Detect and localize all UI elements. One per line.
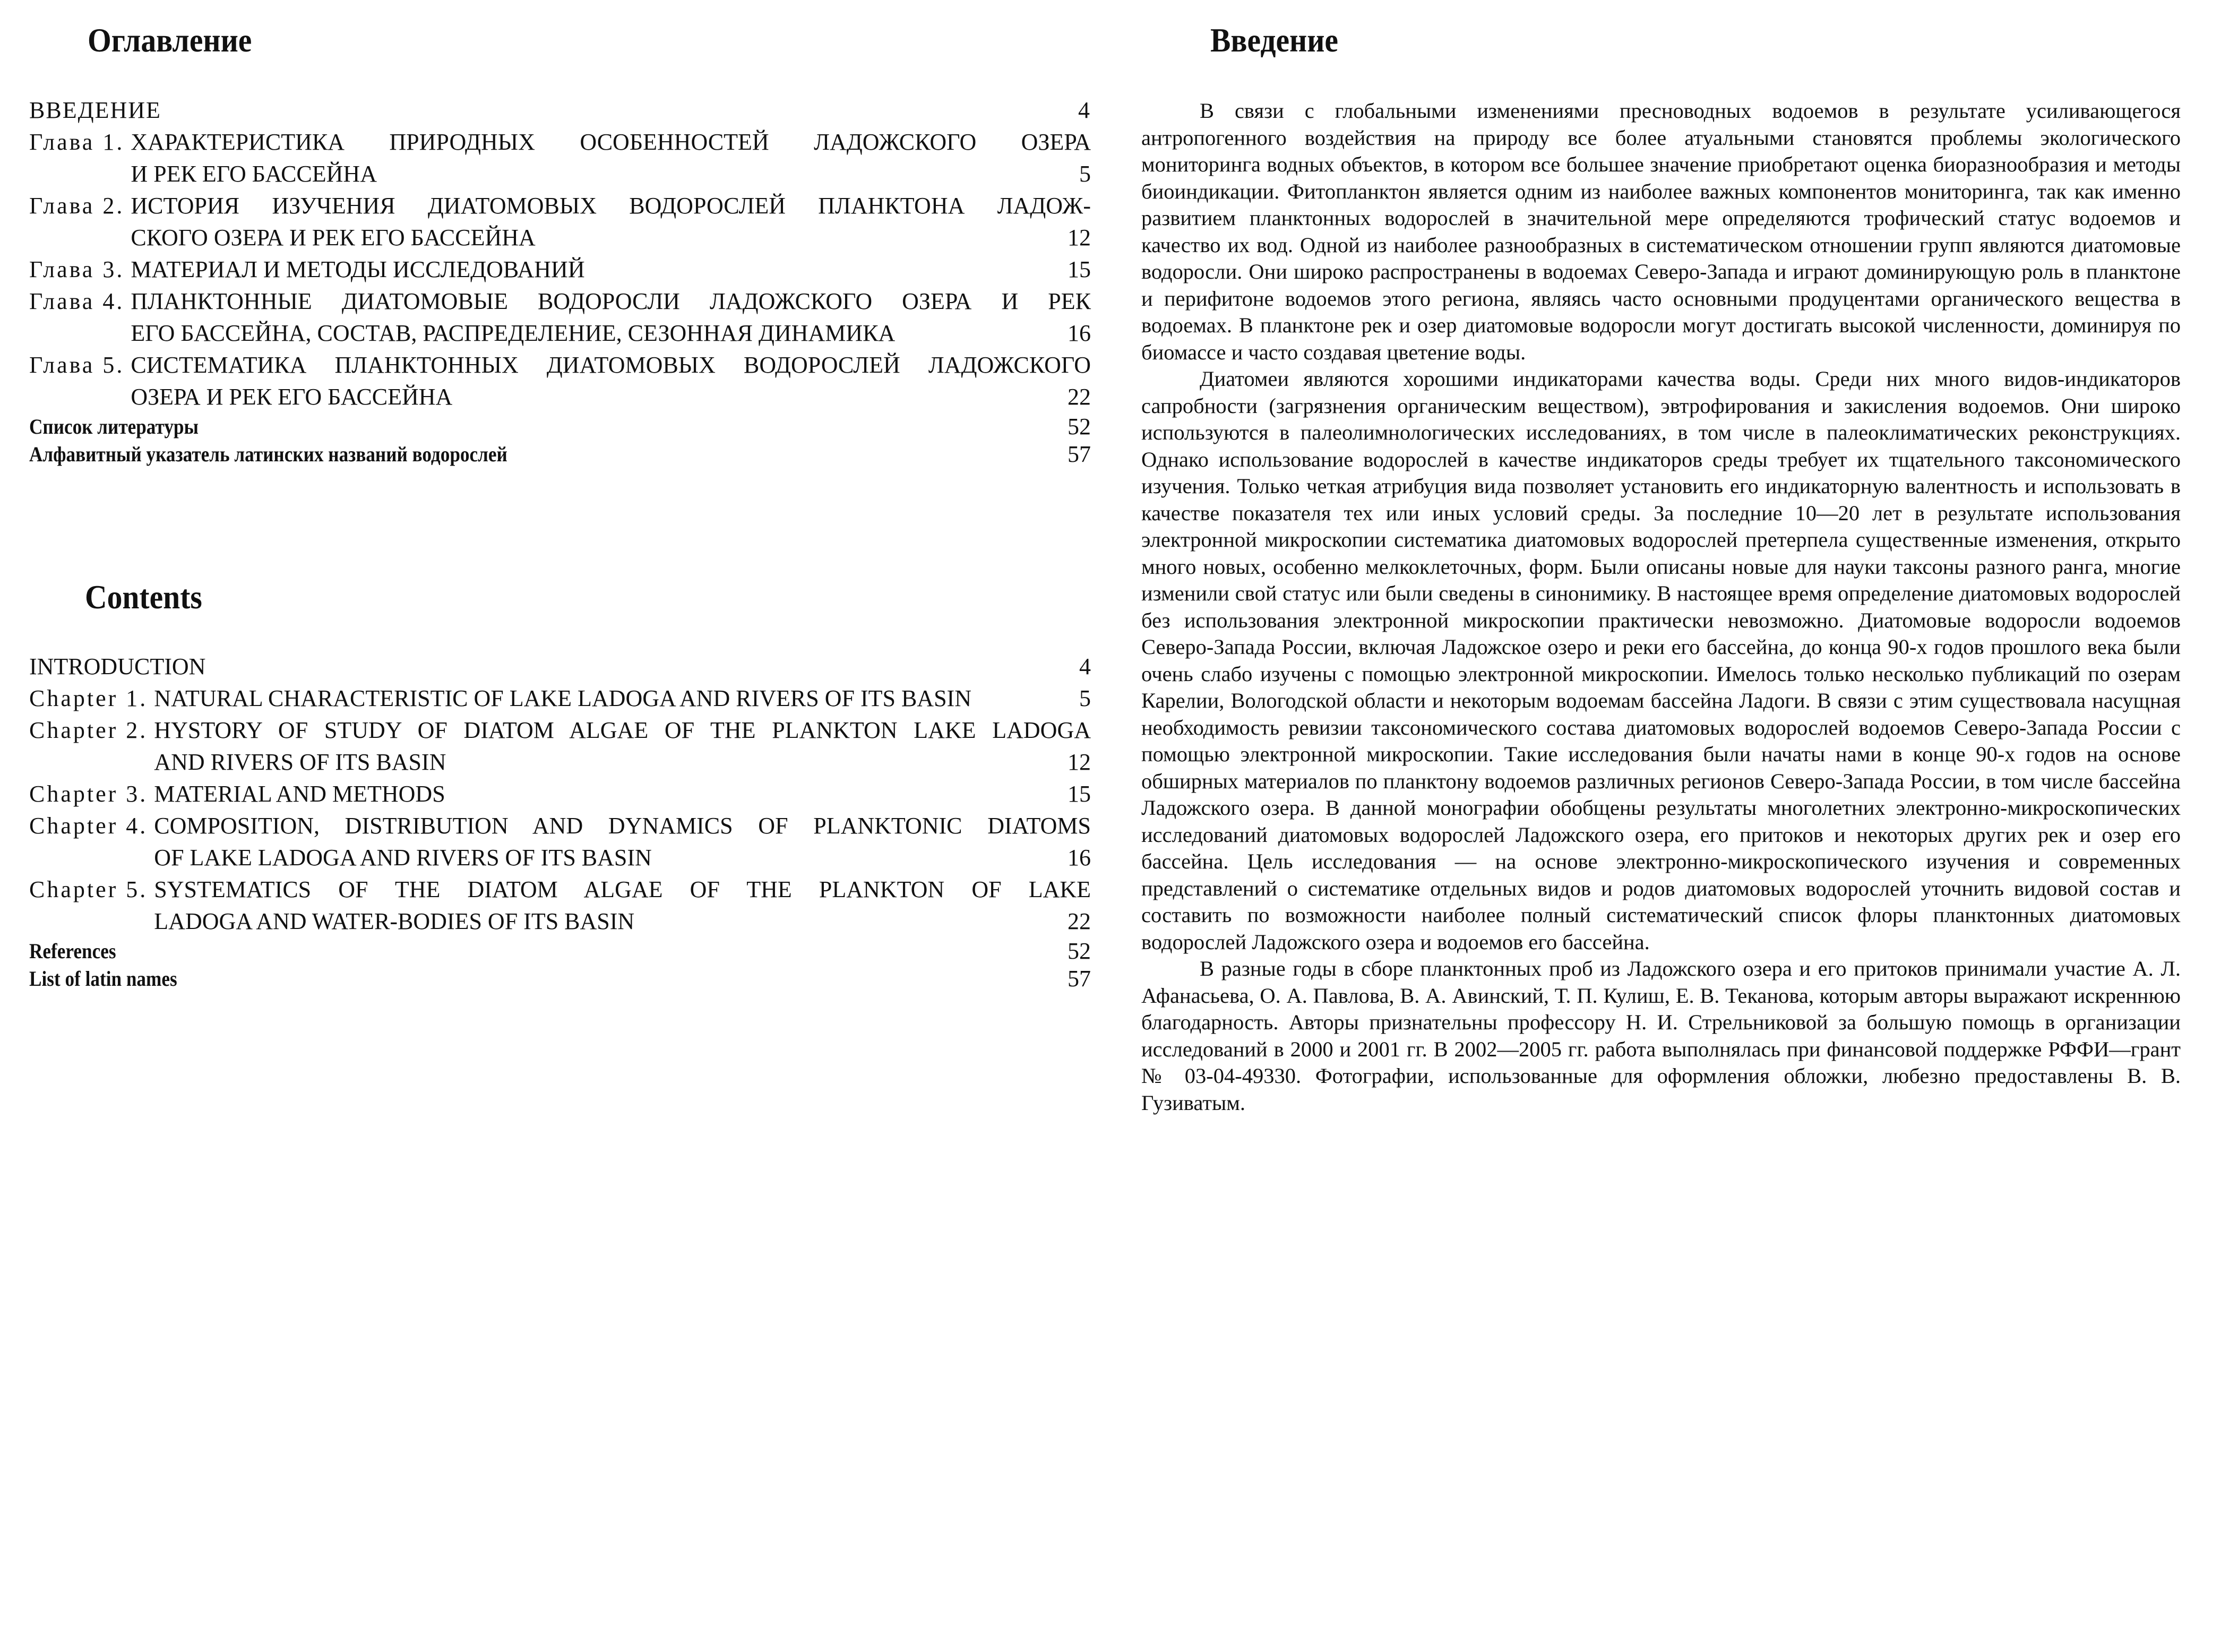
chapter-label: Глава 4. <box>29 288 125 314</box>
leader-dots <box>209 651 1043 683</box>
leader-dots <box>539 222 1043 254</box>
leader-dots <box>165 94 1043 126</box>
leader-dots <box>971 683 1046 715</box>
chapter-title-line: И РЕК ЕГО БАССЕЙНА <box>131 161 377 187</box>
toc-ru-introduction[interactable] <box>29 94 1091 126</box>
chapter-page: 5 <box>1079 161 1091 187</box>
chapter-title-line: HYSTORY OF STUDY OF DIATOM ALGAE OF THE PLANKTON LAKE LADOGA <box>154 717 1091 743</box>
chapter-title-line: ОЗЕРА И РЕК ЕГО БАССЕЙНА <box>131 384 453 410</box>
toc-ru-title: Оглавление <box>88 21 252 59</box>
right-page <box>1119 0 2238 1652</box>
chapter-label: Chapter 2. <box>29 717 148 743</box>
introduction-body <box>1141 98 2181 1116</box>
index-text: List of latin names <box>29 967 177 991</box>
leader-dots <box>588 254 1043 286</box>
toc-en-references[interactable] <box>29 937 1091 965</box>
chapter-label: Глава 1. <box>29 129 125 155</box>
references-text: Список литературы <box>29 415 199 438</box>
chapter-page: 22 <box>1068 908 1091 934</box>
chapter-label: Глава 2. <box>29 193 125 219</box>
chapter-title-line: ЕГО БАССЕЙНА, СОСТАВ, РАСПРЕДЕЛЕНИЕ, СЕЗОННАЯ ДИНАМИКА <box>131 320 896 346</box>
chapter-title-line: LADOGA AND WATER-BODIES OF ITS BASIN <box>154 908 635 934</box>
chapter-title-line: СКОГО ОЗЕРА И РЕК ЕГО БАССЕЙНА <box>131 225 536 251</box>
chapter-title-line: MATERIAL AND METHODS <box>154 781 445 807</box>
chapter-title-line: ХАРАКТЕРИСТИКА ПРИРОДНЫХ ОСОБЕННОСТЕЙ ЛАДОЖСКОГО ОЗЕРА <box>131 129 1091 155</box>
chapter-label: Chapter 1. <box>29 685 148 711</box>
chapter-page: 12 <box>1068 749 1091 775</box>
toc-en-chapter-1[interactable] <box>29 683 1091 715</box>
leader-dots <box>449 746 1043 778</box>
introduction-paragraph: Диатомеи являются хорошими индикаторами качества воды. Среди них много видов-индикаторов сапробности (загрязнения органическим веществом), эвтрофирования и закисления водоемов. Они широко используются в палеолимнологических исследованиях, в том числе в палеоклиматических реконструкциях. Однако использование водорослей в качестве индикаторов среды требует их тщательного таксономического изучения. Только четкая атрибуция вида позволяет установить его индикаторную валентность и использовать в качестве показателя тех или иных условий среды. За последние 10—20 лет в результате использования электронной микроскопии систематика диатомовых водорослей претерпела существенные изменения, открыто много новых, особенно мелкоклеточных, форм. Были описаны новые для науки таксоны разного ранга, многие изменили свой статус или были сведены в синонимику. В настоящее время определение диатомовых водорослей без использования электронной микроскопии практически невозможно. Диатомовые водоросли водоемов Северо-Запада России, включая Ладожское озеро и реки его бассейна, до конца 90-х годов прошлого века были очень слабо изучены с помощью электронной микроскопии. Имелось только несколько публикаций по озерам Карелии, Вологодской области и некоторым водоемам бассейна Ладоги. В связи с этим существовала насущная необходимость ревизии таксономического состава диатомовых водорослей водоемов Северо-Запада России с помощью электронной микроскопии. Такие исследования были начаты нами в конце 90-х годов на основе обширных материалов по планктону водоемов различных регионов Северо-Запада России, в том числе бассейна Ладожского озера. В данной монографии обобщены результаты многолетних электронно-микроскопических исследований диатомовых водорослей Ладожского озера, его притоков и некоторых других рек и озер его бассейна. Цель исследования — на основе электронно-микроскопического изучения и современных представлений о систематике отдельных видов и родов диатомовых водорослей уточнить видовой состав и составить по возможности наиболее полный систематический список флоры планктонных диатомовых водорослей Ладожского озера и водоемов его бассейна. <box>1141 367 2181 954</box>
leader-dots <box>898 317 1043 349</box>
references-text: References <box>29 939 116 963</box>
chapter-label: Глава 3. <box>29 256 125 282</box>
chapter-page: 16 <box>1068 320 1091 346</box>
chapter-title-line: NATURAL CHARACTERISTIC OF LAKE LADOGA AND RIVERS OF ITS BASIN <box>154 685 971 711</box>
toc-ru-chapter-2[interactable] <box>29 190 1091 254</box>
toc-ru-introduction-text: ВВЕДЕНИЕ <box>29 97 161 123</box>
leader-dots <box>576 441 1043 468</box>
chapter-page: 16 <box>1068 845 1091 871</box>
chapter-title-line: AND RIVERS OF ITS BASIN <box>154 749 446 775</box>
leader-dots <box>201 965 1043 993</box>
toc-en-chapter-5[interactable] <box>29 874 1091 937</box>
chapter-page: 15 <box>1068 256 1091 282</box>
chapter-title-line: СИСТЕМАТИКА ПЛАНКТОННЫХ ДИАТОМОВЫХ ВОДОРОСЛЕЙ ЛАДОЖСКОГО <box>131 352 1091 378</box>
leader-dots <box>449 778 1043 810</box>
chapter-title-line: SYSTEMATICS OF THE DIATOM ALGAE OF THE PLANKTON OF LAKE <box>154 876 1091 902</box>
leader-dots <box>638 906 1043 937</box>
chapter-label: Chapter 5. <box>29 876 148 902</box>
toc-ru-chapter-4[interactable] <box>29 286 1091 349</box>
introduction-paragraph: В связи с глобальными изменениями пресноводных водоемов в результате усиливающегося антропогенного воздействия на природу все более атуальными становятся проблемы экологического мониторинга водных объектов, в котором все большее значение приобретают оценка биоразнообразия и методы биоиндикации. Фитопланктон является одним из наиболее важных компонентов мониторинга, так как именно развитием планктонных водорослей в значительной мере определяются трофический статус водоемов и качество их вод. Одной из наиболее разнообразных в систематическом отношении групп являются диатомовые водоросли. Они широко распространены в водоемах Северо-Запада и играют доминирующую роль в планктоне и перифитоне водоемов этого региона, являясь часто основными продуцентами органического вещества в водоемах. В планктоне рек и озер диатомовые водоросли могут достигать высокой численности, доминируя по биомассе и часто создавая цветение воды. <box>1141 99 2181 364</box>
toc-ru-chapter-1[interactable] <box>29 126 1091 190</box>
toc-en-introduction-text: INTRODUCTION <box>29 653 206 679</box>
chapter-page: 12 <box>1068 225 1091 251</box>
toc-en-index[interactable] <box>29 965 1091 993</box>
leader-dots <box>225 413 1043 441</box>
toc-ru-chapter-5[interactable] <box>29 349 1091 413</box>
toc-en-title: Contents <box>85 578 202 616</box>
chapter-page: 5 <box>1079 685 1091 711</box>
chapter-title-line: OF LAKE LADOGA AND RIVERS OF ITS BASIN <box>154 845 652 871</box>
introduction-paragraph: В разные годы в сборе планктонных проб из Ладожского озера и его притоков принимали участие А. Л. Афанасьева, О. А. Павлова, В. А. Авинский, Т. П. Кулиш, Е. В. Теканова, которым авторы выражают искреннюю благодарность. Авторы признательны профессору Н. И. Стрельниковой за большую помощь в организации исследований в 2000 и 2001 гг. В 2002—2005 гг. работа выполнялась при финансовой поддержке РФФИ—грант № 03-04-49330. Фотографии, использованные для оформления обложки, любезно предоставлены В. В. Гузиватым. <box>1141 957 2181 1115</box>
chapter-title-line: ПЛАНКТОННЫЕ ДИАТОМОВЫЕ ВОДОРОСЛИ ЛАДОЖСКОГО ОЗЕРА И РЕК <box>131 288 1091 314</box>
leader-dots <box>380 158 1043 190</box>
toc-ru <box>29 94 1091 468</box>
toc-en-introduction-page: 4 <box>1079 653 1091 679</box>
leader-dots <box>655 842 1043 874</box>
chapter-label: Chapter 3. <box>29 781 148 807</box>
toc-en-introduction[interactable] <box>29 651 1091 683</box>
toc-en <box>29 651 1091 993</box>
chapter-title-line: МАТЕРИАЛ И МЕТОДЫ ИССЛЕДОВАНИЙ <box>131 256 585 282</box>
toc-ru-references[interactable] <box>29 413 1091 441</box>
introduction-title: Введение <box>1210 21 1338 59</box>
leader-dots <box>131 937 1043 965</box>
references-page: 52 <box>1068 938 1091 964</box>
toc-en-chapter-2[interactable] <box>29 715 1091 778</box>
chapter-page: 22 <box>1068 384 1091 410</box>
toc-en-chapter-4[interactable] <box>29 810 1091 874</box>
toc-ru-index[interactable] <box>29 441 1091 468</box>
toc-ru-chapter-3[interactable] <box>29 254 1091 286</box>
chapter-page: 15 <box>1068 781 1091 807</box>
index-page: 57 <box>1068 966 1091 992</box>
chapter-label: Chapter 4. <box>29 813 148 839</box>
chapter-label: Глава 5. <box>29 352 125 378</box>
index-text: Алфавитный указатель латинских названий водорослей <box>29 442 507 466</box>
toc-en-chapter-3[interactable] <box>29 778 1091 810</box>
references-page: 52 <box>1068 414 1091 440</box>
toc-ru-introduction-page: 4 <box>1078 97 1091 123</box>
chapter-title-line: ИСТОРИЯ ИЗУЧЕНИЯ ДИАТОМОВЫХ ВОДОРОСЛЕЙ ПЛАНКТОНА ЛАДОЖ- <box>131 193 1091 219</box>
leader-dots <box>455 381 1043 413</box>
index-page: 57 <box>1068 441 1091 467</box>
chapter-title-line: COMPOSITION, DISTRIBUTION AND DYNAMICS OF PLANKTONIC DIATOMS <box>154 813 1091 839</box>
